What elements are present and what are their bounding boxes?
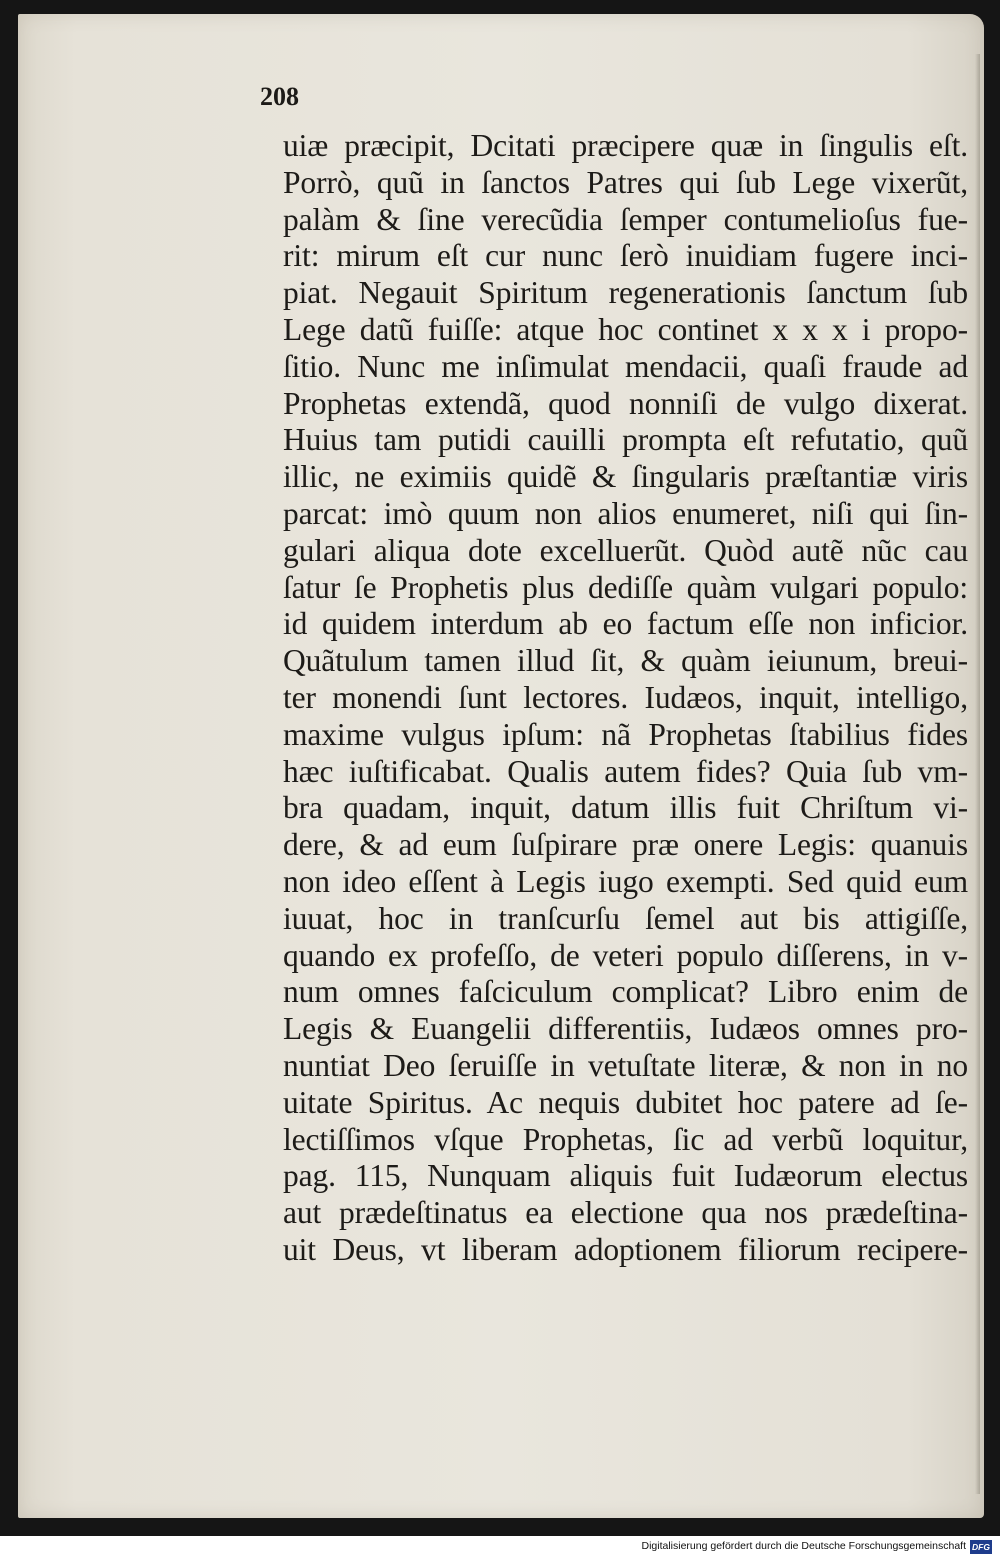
text-line: quando ex profeſſo, de veteri populo diſſerens, in v-	[283, 937, 968, 973]
text-line: piat. Negauit Spiritum regenerationis ſanctum ſub	[283, 275, 968, 311]
text-line: parcat: imò quum non alios enumeret, niſi qui ſin-	[283, 495, 968, 531]
text-line: nuntiat Deo ſeruiſſe in vetuſtate literæ, & non in no	[283, 1047, 968, 1083]
text-line: uiæ præcipit, Dcitati præcipere quæ in ſingulis eſt.	[283, 128, 968, 163]
text-line: lectiſſimos vſque Prophetas, ſic ad verbũ loquitur,	[283, 1121, 968, 1157]
text-line: Porrò, quũ in ſanctos Patres qui ſub Lege vixerũt,	[283, 164, 968, 200]
text-line: bra quadam, inquit, datum illis fuit Chriſtum vi-	[283, 790, 968, 826]
text-line: num omnes faſciculum complicat? Libro enim de	[283, 974, 968, 1010]
body-text	[283, 128, 968, 1269]
text-line: pag. 115, Nunquam aliquis fuit Iudæorum electus	[283, 1158, 968, 1194]
text-line: ſatur ſe Prophetis plus dediſſe quàm vulgari populo:	[283, 569, 968, 605]
funding-credit: Digitalisierung gefördert durch die Deutsche Forschungsgemeinschaft	[641, 1540, 966, 1552]
funding-footer	[0, 1536, 1000, 1560]
text-line: palàm & ſine verecũdia ſemper contumelioſus fue-	[283, 201, 968, 237]
text-line: rit: mirum eſt cur nunc ſerò inuidiam fugere inci-	[283, 238, 968, 274]
text-line: hæc iuſtificabat. Qualis autem fides? Quia ſub vm-	[283, 753, 968, 789]
text-line: ter monendi ſunt lectores. Iudæos, inquit, intelligo,	[283, 679, 968, 715]
text-line: uit Deus, vt liberam adoptionem filiorum recipere-	[283, 1231, 968, 1267]
text-line: id quidem interdum ab eo factum eſſe non inficior.	[283, 606, 968, 642]
text-line: non ideo eſſent à Legis iugo exempti. Sed quid eum	[283, 863, 968, 899]
dfg-logo: DFG	[970, 1540, 992, 1554]
text-line: ſitio. Nunc me inſimulat mendacii, quaſi fraude ad	[283, 348, 968, 384]
text-line: uitate Spiritus. Ac nequis dubitet hoc patere ad ſe-	[283, 1084, 968, 1120]
text-line: Legis & Euangelii differentiis, Iudæos omnes pro-	[283, 1011, 968, 1047]
text-line: Quãtulum tamen illud ſit, & quàm ieiunum, breui-	[283, 643, 968, 679]
text-line: Prophetas extendã, quod nonniſi de vulgo dixerat.	[283, 385, 968, 421]
text-line: Lege datũ fuiſſe: atque hoc continet x x x i propo-	[283, 311, 968, 347]
text-line: maxime vulgus ipſum: nã Prophetas ſtabilius fides	[283, 716, 968, 752]
text-line: illic, ne eximiis quidẽ & ſingularis præſtantiæ viris	[283, 459, 968, 495]
text-line: dere, & ad eum ſuſpirare præ onere Legis: quanuis	[283, 827, 968, 863]
page-edge-shadow	[975, 54, 980, 1494]
text-line: gulari aliqua dote excelluerũt. Quòd autẽ nũc cau	[283, 532, 968, 568]
text-line: Huius tam putidi cauilli prompta eſt refutatio, quũ	[283, 422, 968, 458]
page-number: 208	[260, 82, 299, 111]
text-line: aut prædeſtinatus ea electione qua nos prædeſtina-	[283, 1195, 968, 1231]
text-line: iuuat, hoc in tranſcurſu ſemel aut bis attigiſſe,	[283, 900, 968, 936]
